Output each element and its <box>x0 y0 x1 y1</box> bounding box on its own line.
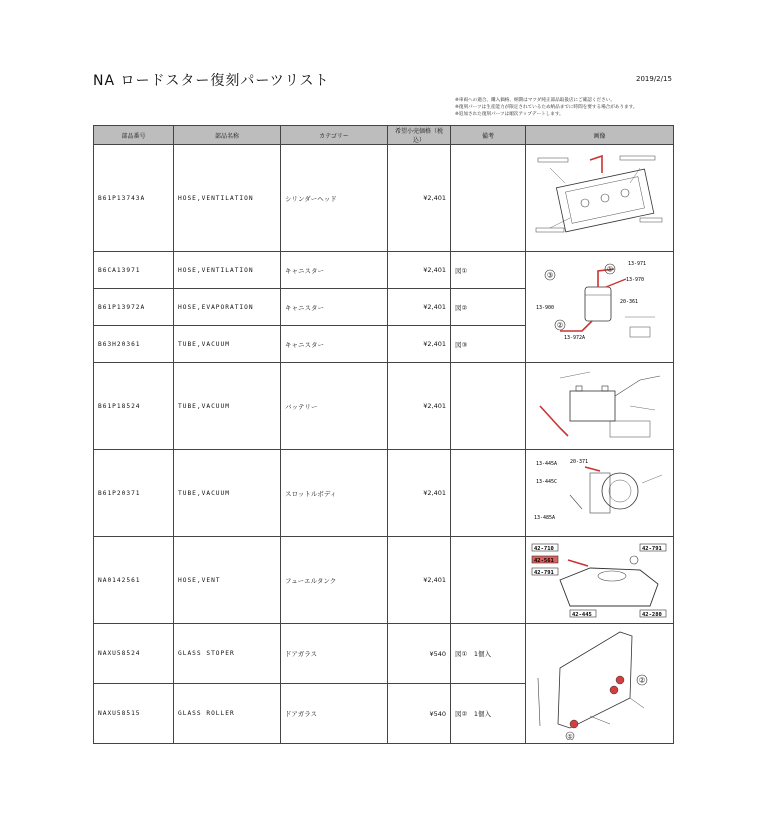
part-number: B61P20371 <box>94 450 174 537</box>
part-ref-label: 20-361 <box>619 299 638 305</box>
part-name: HOSE,VENTILATION <box>174 252 281 289</box>
part-ref-label: 13-445C <box>535 479 557 485</box>
part-name: TUBE,VACUUM <box>174 450 281 537</box>
table-row <box>94 363 674 450</box>
part-ref-label: 42-280 <box>641 612 662 618</box>
part-category: キャニスター <box>281 289 388 326</box>
part-name: HOSE,VENTILATION <box>174 145 281 252</box>
part-price: ¥2,401 <box>388 252 451 289</box>
part-category: ドアガラス <box>281 624 388 684</box>
door-glass-diagram <box>526 624 674 744</box>
part-category: フューエルタンク <box>281 537 388 624</box>
part-note <box>451 537 526 624</box>
part-number: B6CA13971 <box>94 252 174 289</box>
part-number: B61P13972A <box>94 289 174 326</box>
part-number: NAXU58515 <box>94 684 174 744</box>
part-category: シリンダーヘッド <box>281 145 388 252</box>
table-row <box>94 252 674 289</box>
table-header-row <box>94 126 674 145</box>
part-number: B61P13743A <box>94 145 174 252</box>
part-number: NAXU58524 <box>94 624 174 684</box>
part-category: スロットルボディ <box>281 450 388 537</box>
part-name: GLASS STOPER <box>174 624 281 684</box>
col-header-note: 備考 <box>451 126 526 145</box>
table-row <box>94 624 674 684</box>
cylinder-head-diagram <box>526 145 674 252</box>
note-line: ※車両への適合、購入価格、納期はマツダ純正部品取扱店にご確認ください。 <box>455 98 615 103</box>
part-ref-label: 13-900 <box>535 305 554 311</box>
part-note: 図① <box>451 252 526 289</box>
callout-2-label: ② <box>556 321 563 330</box>
part-name: HOSE,EVAPORATION <box>174 289 281 326</box>
part-note <box>451 450 526 537</box>
part-note <box>451 363 526 450</box>
part-price: ¥2,401 <box>388 145 451 252</box>
part-ref-label: 13-970 <box>625 277 644 283</box>
part-ref-label: 13-971 <box>627 261 646 267</box>
part-price: ¥2,401 <box>388 363 451 450</box>
canister-diagram <box>526 252 674 363</box>
part-note: 図② <box>451 289 526 326</box>
part-ref-label: 42-791 <box>641 546 662 552</box>
callout-2-label: ② <box>638 676 645 684</box>
table-row <box>94 450 674 537</box>
part-ref-label: 20-371 <box>569 459 588 465</box>
part-category: ドアガラス <box>281 684 388 744</box>
throttle-body-diagram <box>526 450 674 537</box>
note-line: ※復刻パーツは生産能力が限定されているため納品までに時間を要する場合があります。 <box>455 105 638 110</box>
part-ref-label: 42-791 <box>533 570 554 576</box>
part-ref-label: 13-972A <box>563 335 585 341</box>
part-category: キャニスター <box>281 252 388 289</box>
col-header-part-no: 部品番号 <box>94 126 174 145</box>
part-name: TUBE,VACUUM <box>174 363 281 450</box>
part-price: ¥2,401 <box>388 450 451 537</box>
part-ref-label: 42-561 <box>533 558 554 564</box>
part-price: ¥540 <box>388 684 451 744</box>
part-name: TUBE,VACUUM <box>174 326 281 363</box>
part-name: HOSE,VENT <box>174 537 281 624</box>
col-header-name: 部品名称 <box>174 126 281 145</box>
part-ref-label: 42-445 <box>571 612 592 618</box>
parts-table <box>93 125 674 744</box>
part-number: B61P18524 <box>94 363 174 450</box>
col-header-price: 希望小売価格（税込） <box>388 126 451 145</box>
document-date: 2019/2/15 <box>636 75 672 83</box>
part-price: ¥2,401 <box>388 289 451 326</box>
col-header-image: 画像 <box>526 126 674 145</box>
part-category: バッテリー <box>281 363 388 450</box>
part-price: ¥2,401 <box>388 537 451 624</box>
callout-3-label: ③ <box>546 271 553 280</box>
table-row <box>94 145 674 252</box>
part-note: 図③ <box>451 326 526 363</box>
part-name: GLASS ROLLER <box>174 684 281 744</box>
fuel-tank-diagram <box>526 537 674 624</box>
battery-diagram <box>526 363 674 450</box>
callout-1-label: ① <box>566 733 573 740</box>
part-ref-label: 42-710 <box>533 546 554 552</box>
callout-1-label: ① <box>606 265 613 274</box>
document-title: NA ロードスター復刻パーツリスト <box>93 73 330 89</box>
part-category: キャニスター <box>281 326 388 363</box>
part-ref-label: 13-485A <box>533 515 555 521</box>
col-header-category: カテゴリー <box>281 126 388 145</box>
part-note: 図① 1個入 <box>451 624 526 684</box>
table-row <box>94 537 674 624</box>
part-number: NA0142561 <box>94 537 174 624</box>
part-note: 図② 1個入 <box>451 684 526 744</box>
notes <box>455 97 637 118</box>
note-line: ※追加された復刻パーツは順次アップデートします。 <box>455 112 564 117</box>
part-number: B63H20361 <box>94 326 174 363</box>
part-price: ¥2,401 <box>388 326 451 363</box>
part-note <box>451 145 526 252</box>
part-ref-label: 13-445A <box>535 461 557 467</box>
part-price: ¥540 <box>388 624 451 684</box>
